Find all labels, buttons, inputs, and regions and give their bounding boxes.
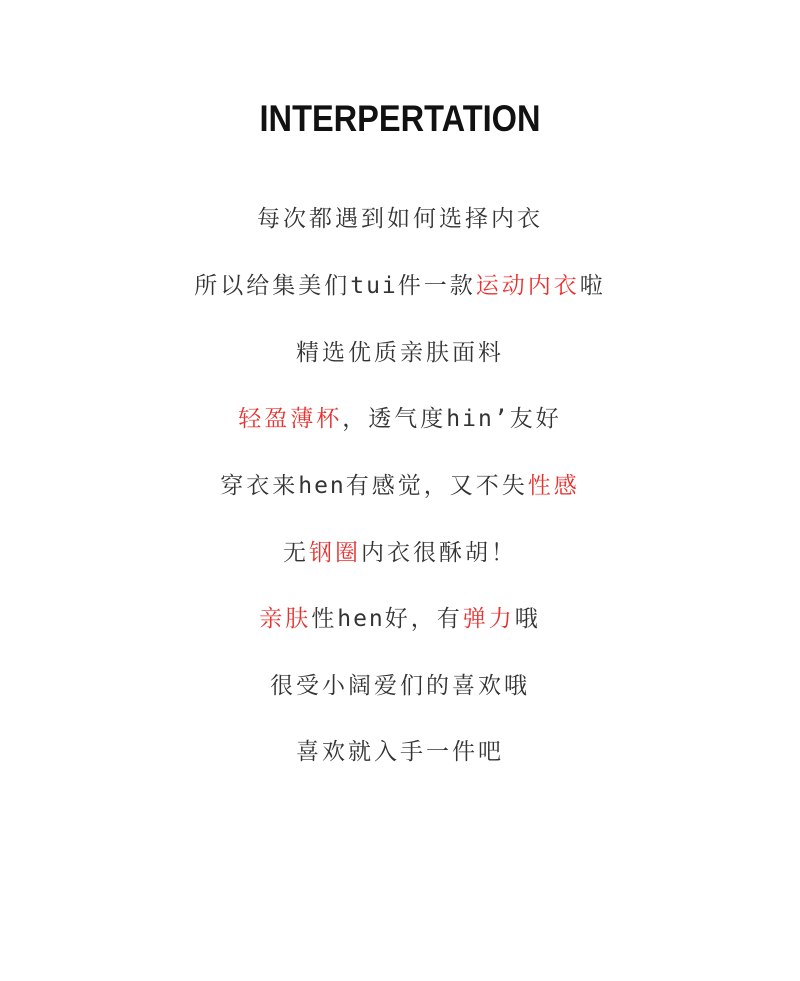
line-2-segment-5: 啦 [579,273,606,299]
description-line-6 [0,534,800,567]
line-7-highlight-1: 亲肤 [259,606,312,632]
line-9-segment-1: 喜欢就入手一件吧 [296,739,504,765]
line-6-highlight: 钢圈 [309,540,361,566]
line-5-segment-2: hen [298,473,346,499]
page-title: INTERPERTATION [259,98,541,139]
description-line-5 [0,467,800,500]
line-1-segment-1: 每次都遇到如何选择内衣 [257,206,543,232]
line-4-segment-2: ，透气度 [342,406,447,432]
line-2-segment-2: tui [350,273,398,299]
line-3-segment-1: 精选优质亲肤面料 [296,340,504,366]
line-4-highlight: 轻盈薄杯 [238,406,343,432]
line-8-segment-1: 很受小阔爱们的喜欢哦 [270,673,530,699]
line-7-segment-6: 哦 [514,606,541,632]
line-2-segment-1: 所以给集美们 [194,273,351,299]
description-line-9 [0,733,800,766]
description-line-1 [0,200,800,233]
line-7-segment-3: hen [337,606,385,632]
description-line-8 [0,667,800,700]
description-line-3 [0,334,800,367]
line-2-segment-3: 件一款 [397,273,476,299]
description-line-4 [0,400,800,433]
line-4-segment-4: 友好 [509,406,562,432]
line-2-highlight: 运动内衣 [475,273,580,299]
line-7-highlight-2: 弹力 [462,606,515,632]
description-line-2 [0,267,800,300]
line-5-segment-3: 有感觉，又不失 [345,473,528,499]
line-6-segment-1: 无 [283,540,309,566]
description-line-7 [0,600,800,633]
line-4-segment-3: hin’ [446,406,510,432]
line-6-segment-3: 内衣很酥胡！ [361,540,517,566]
line-7-segment-2: 性 [311,606,338,632]
line-5-highlight: 性感 [527,473,580,499]
line-7-segment-4: 好，有 [384,606,463,632]
line-5-segment-1: 穿衣来 [220,473,299,499]
